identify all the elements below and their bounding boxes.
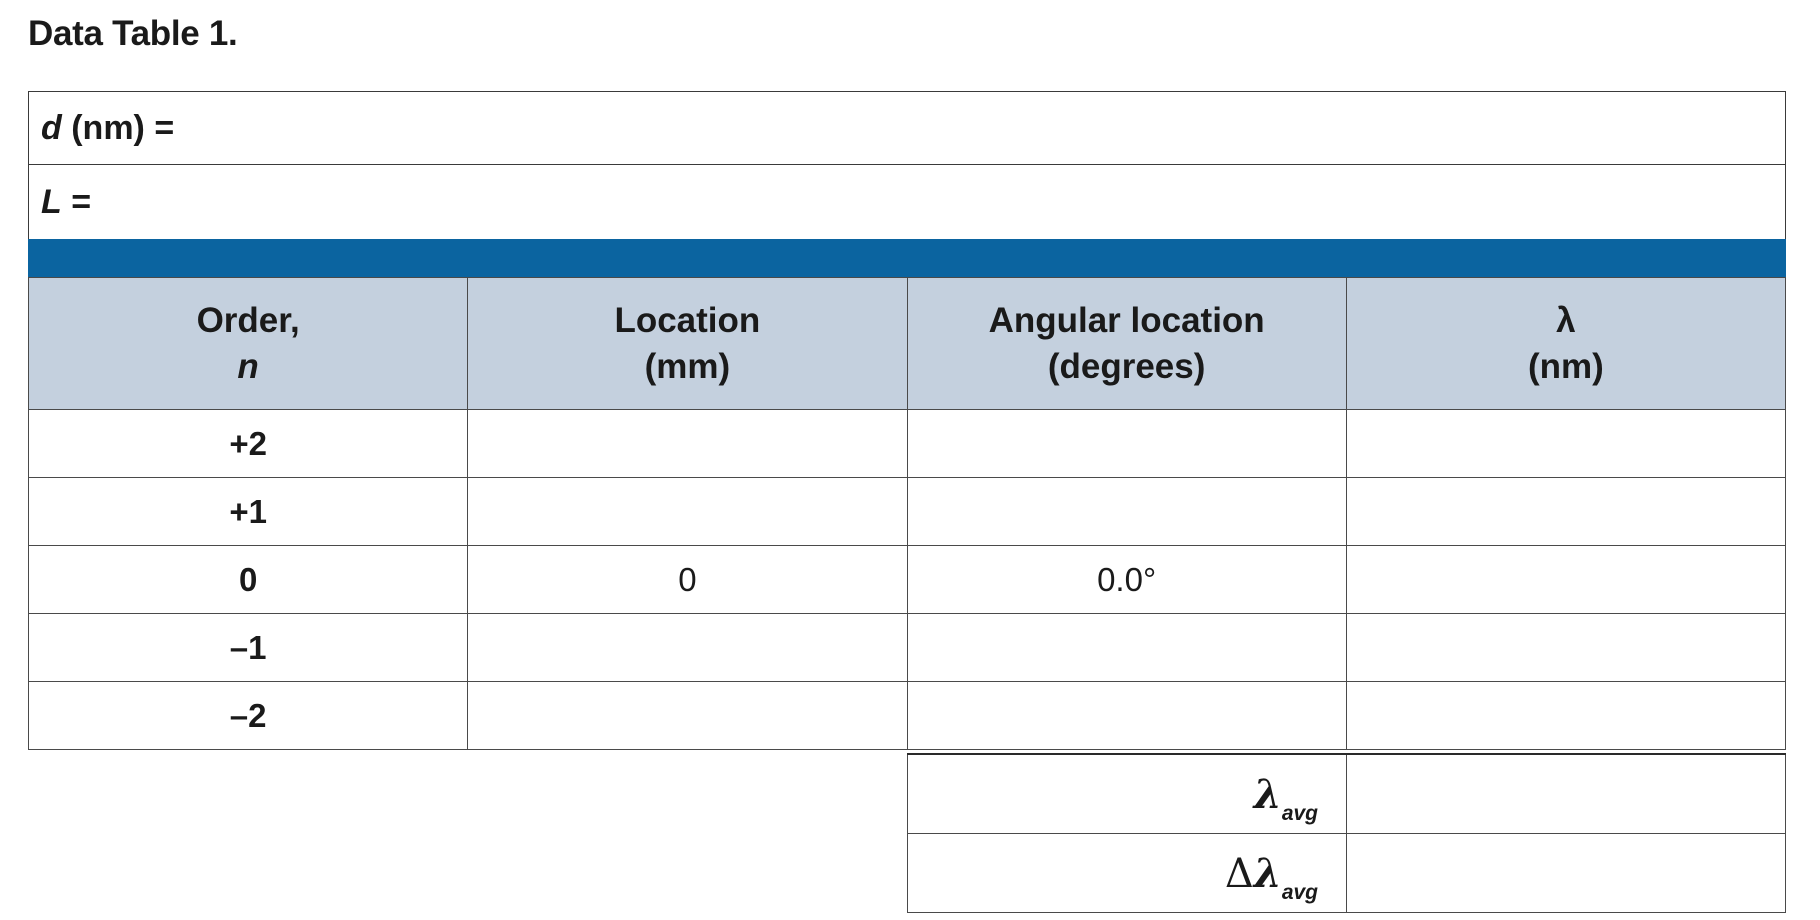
- delta-lambda-avg-symbol: λ: [1253, 849, 1282, 897]
- delta-lambda-avg-row: [908, 834, 1786, 913]
- header-location-line2: (mm): [644, 346, 731, 386]
- lambda-cell[interactable]: [1346, 410, 1785, 478]
- header-order: [29, 278, 468, 410]
- summary-table: [907, 753, 1786, 913]
- lambda-cell[interactable]: [1346, 682, 1785, 750]
- table-row: [29, 682, 1786, 750]
- angle-cell[interactable]: [907, 410, 1346, 478]
- d-spacing-row[interactable]: [28, 91, 1786, 165]
- order-cell: 0: [29, 546, 468, 614]
- lambda-avg-row: [908, 754, 1786, 834]
- header-angular-location: [907, 278, 1346, 410]
- table-row: [29, 478, 1786, 546]
- l-variable-label: L: [41, 182, 62, 221]
- order-cell: +2: [29, 410, 468, 478]
- header-lambda-line1: λ: [1556, 300, 1576, 340]
- header-angle-line1: Angular location: [988, 300, 1265, 340]
- d-unit-label: (nm) =: [61, 108, 175, 147]
- lambda-avg-subscript: avg: [1281, 801, 1318, 825]
- angle-cell[interactable]: [907, 682, 1346, 750]
- header-location: [468, 278, 907, 410]
- order-cell: –2: [29, 682, 468, 750]
- table-title: Data Table 1.: [28, 14, 238, 53]
- order-cell: –1: [29, 614, 468, 682]
- header-order-line2: n: [237, 346, 259, 386]
- header-location-line1: Location: [614, 300, 761, 340]
- angle-cell[interactable]: [907, 614, 1346, 682]
- header-row: [29, 278, 1786, 410]
- l-distance-row[interactable]: [28, 164, 1786, 240]
- lambda-cell[interactable]: [1346, 546, 1785, 614]
- lambda-avg-value[interactable]: [1347, 754, 1786, 834]
- delta-lambda-avg-subscript: avg: [1281, 880, 1318, 904]
- header-wavelength: [1346, 278, 1785, 410]
- table-row: [29, 614, 1786, 682]
- location-cell[interactable]: [468, 614, 907, 682]
- lambda-cell[interactable]: [1346, 614, 1785, 682]
- header-angle-line2: (degrees): [1047, 346, 1206, 386]
- delta-lambda-avg-prefix: Δ: [1224, 850, 1254, 897]
- header-band: [28, 239, 1786, 277]
- table-row: [29, 546, 1786, 614]
- delta-lambda-avg-label: [908, 834, 1347, 913]
- delta-lambda-avg-value[interactable]: [1347, 834, 1786, 913]
- lambda-avg-symbol: λ: [1253, 770, 1282, 818]
- order-cell: +1: [29, 478, 468, 546]
- d-variable-label: d: [41, 108, 62, 147]
- angle-cell[interactable]: 0.0°: [907, 546, 1346, 614]
- location-cell[interactable]: 0: [468, 546, 907, 614]
- location-cell[interactable]: [468, 478, 907, 546]
- l-equals-label: =: [61, 182, 92, 221]
- header-order-line1: Order,: [196, 300, 300, 340]
- lambda-avg-label: [908, 754, 1347, 834]
- header-lambda-line2: (nm): [1527, 346, 1604, 386]
- data-table: [28, 277, 1786, 750]
- table-row: [29, 410, 1786, 478]
- location-cell[interactable]: [468, 682, 907, 750]
- location-cell[interactable]: [468, 410, 907, 478]
- lambda-cell[interactable]: [1346, 478, 1785, 546]
- angle-cell[interactable]: [907, 478, 1346, 546]
